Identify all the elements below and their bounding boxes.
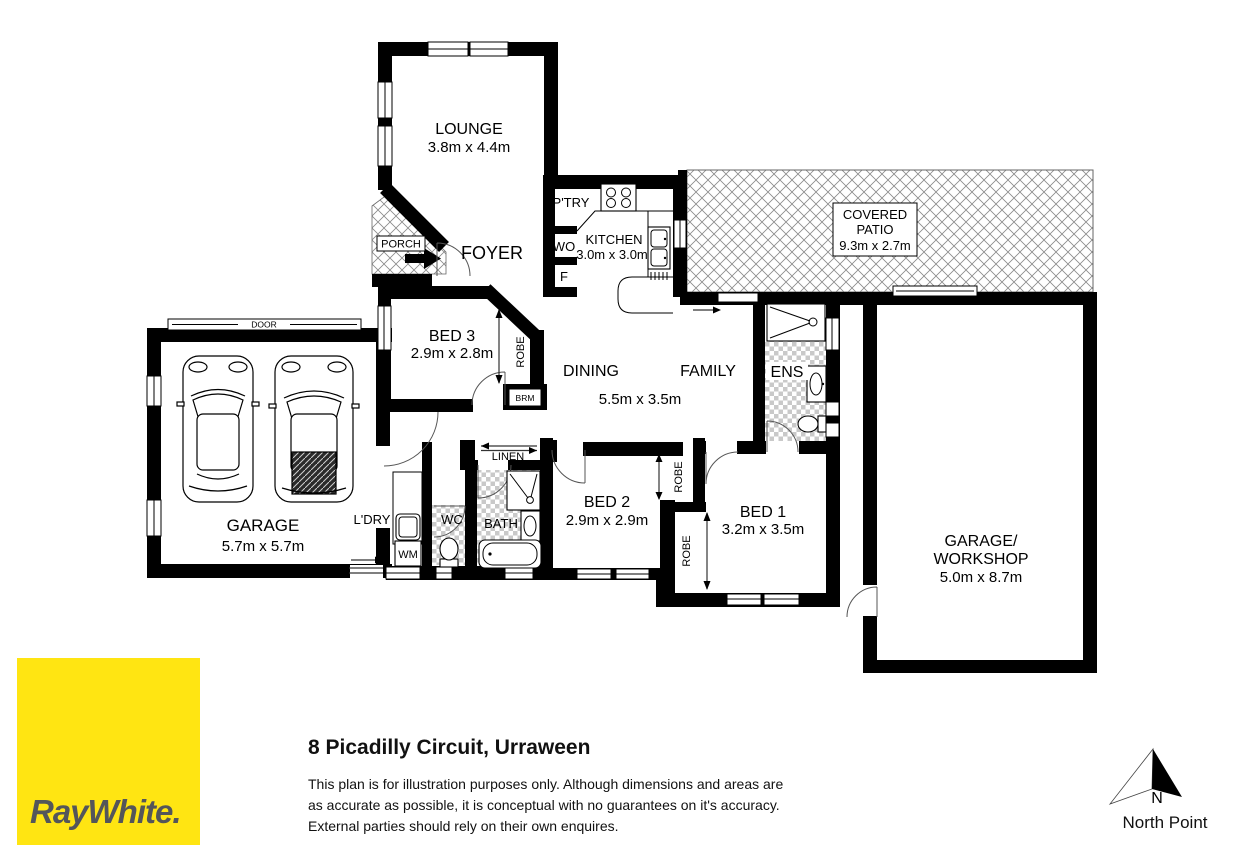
bath-vanity-icon (521, 511, 540, 541)
workshop-label-1: GARAGE/ (944, 533, 1018, 550)
bed2-label: BED 2 (583, 494, 631, 511)
family-label: FAMILY (680, 363, 736, 380)
wc-toilet-icon (440, 538, 458, 567)
north-letter: N (1151, 790, 1163, 807)
north-point (1100, 740, 1230, 835)
disclaimer-text (308, 774, 783, 837)
bed3-dims: 2.9m x 2.8m (410, 345, 494, 362)
ens-label: ENS (770, 364, 804, 381)
fridge-label: F (560, 269, 568, 284)
north-arrow-icon (1100, 740, 1230, 812)
pantry-label: P'TRY (552, 195, 590, 210)
bed1-robe-label: ROBE (681, 535, 693, 567)
workshop-door-strip (893, 286, 977, 296)
garage-door-label: DOOR (251, 319, 277, 330)
garage-dims: 5.7m x 5.7m (221, 538, 305, 555)
bath-label: BATH (484, 516, 518, 531)
linen-label: LINEN (491, 451, 525, 463)
patio-dims: 9.3m x 2.7m (839, 238, 911, 253)
bed2-dims: 2.9m x 2.9m (565, 512, 649, 529)
disclaimer-line-1: This plan is for illustration purposes only. Although dimensions and areas are (308, 776, 784, 792)
disclaimer-line-3: External parties should rely on their own enquires. (308, 818, 619, 834)
lounge-label: LOUNGE (435, 121, 503, 138)
workshop-dims: 5.0m x 8.7m (939, 569, 1023, 586)
property-address: 8 Picadilly Circuit, Urraween (308, 736, 591, 759)
north-point-label: North Point (1122, 813, 1208, 832)
wall-oven-label: WO (552, 239, 576, 254)
car-icon-2 (269, 356, 359, 502)
dining-family-dims: 5.5m x 3.5m (598, 391, 682, 408)
bed3-label: BED 3 (428, 328, 476, 345)
disclaimer-line-2: as accurate as possible, it is conceptual with no guarantees on it's accuracy. (308, 797, 780, 813)
cooktop-icon (601, 184, 636, 211)
ens-toilet-icon (798, 416, 826, 432)
bathtub-icon (479, 540, 541, 568)
car-icon-1 (177, 356, 259, 502)
kitchen-dims: 3.0m x 3.0m (576, 247, 648, 262)
bath-shower-icon (507, 471, 540, 510)
porch-label: PORCH (381, 238, 421, 251)
ray-white-logo-text: RayWhite. (30, 793, 181, 830)
wm-label: WM (398, 549, 418, 561)
bed1-label: BED 1 (739, 504, 787, 521)
bed3-robe-label: ROBE (515, 336, 527, 368)
bed2-robe-label: ROBE (673, 461, 685, 493)
laundry-label: L'DRY (353, 512, 391, 527)
foyer-label: FOYER (460, 243, 524, 263)
dining-label: DINING (563, 363, 619, 380)
broom-label: BRM (515, 393, 535, 403)
ens-vanity-icon (807, 366, 826, 402)
kitchen-sink-icon (648, 227, 670, 280)
kitchen-label: KITCHEN (585, 232, 643, 247)
garage-cars (177, 356, 359, 502)
workshop-label-2: WORKSHOP (933, 551, 1029, 568)
lounge-dims: 3.8m x 4.4m (427, 139, 511, 156)
ray-white-logo (17, 658, 200, 845)
bed1-dims: 3.2m x 3.5m (721, 521, 805, 538)
ens-shower-icon (767, 304, 825, 341)
patio-label-1: COVERED (842, 207, 908, 222)
patio-label-2: PATIO (856, 222, 894, 237)
wc-label: WC (441, 512, 463, 527)
garage-label: GARAGE (226, 516, 300, 535)
